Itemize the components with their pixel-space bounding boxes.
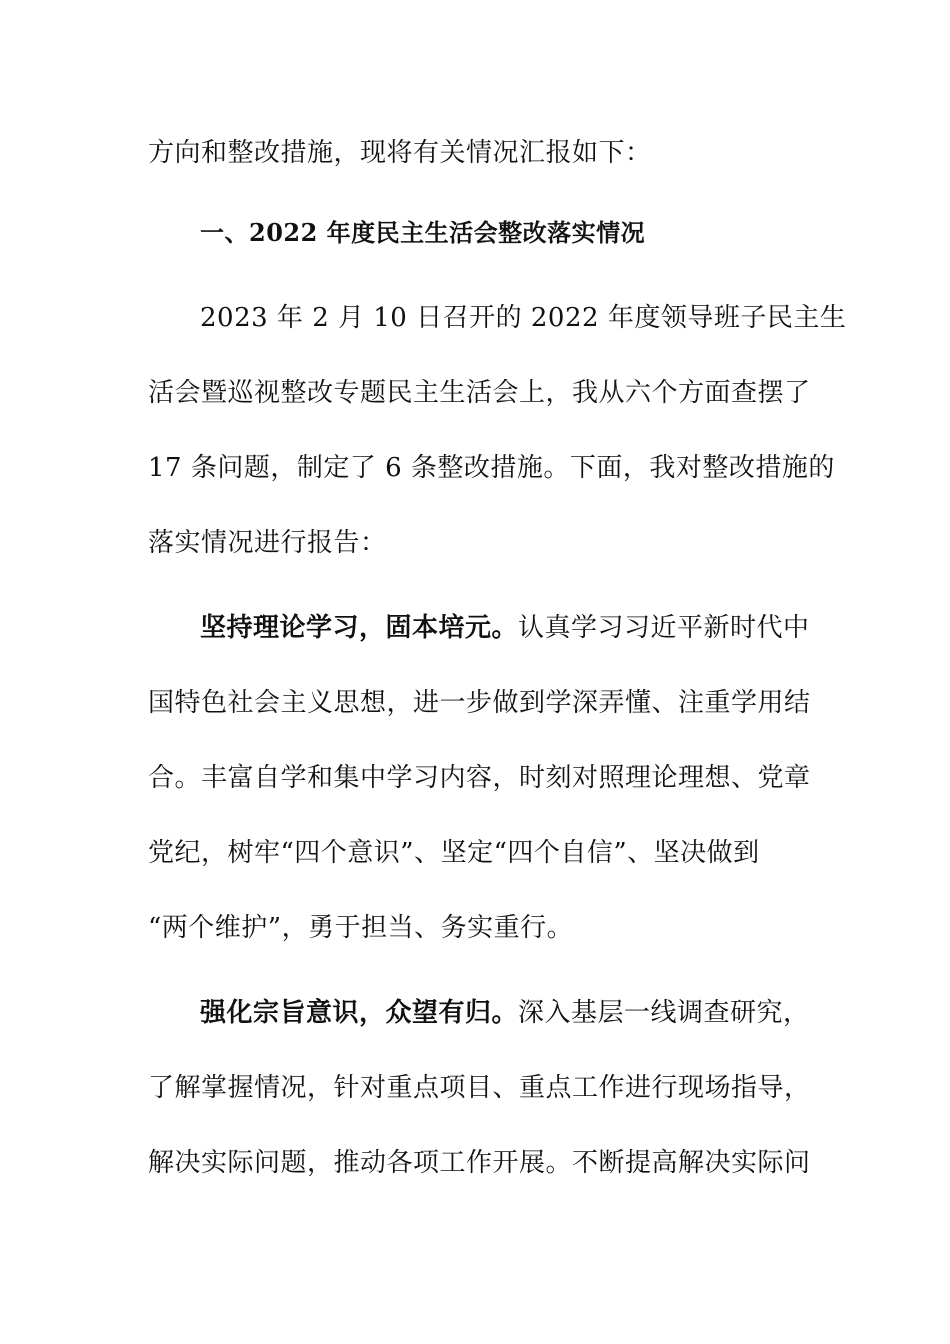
paragraph-line: 2023 年 2 月 10 日召开的 2022 年度领导班子民主生 [200, 303, 847, 333]
paragraph-line: 合。丰富自学和集中学习内容，时刻对照理论理想、党章 [148, 763, 811, 793]
paragraph-line: 强化宗旨意识，众望有归。深入基层一线调查研究， [200, 998, 810, 1028]
paragraph-line: 解决实际问题，推动各项工作开展。不断提高解决实际问 [148, 1148, 811, 1178]
paragraph-line: 党纪，树牢“四个意识”、坚定“四个自信”、坚决做到 [148, 838, 760, 868]
paragraph-line: 落实情况进行报告： [148, 528, 387, 558]
paragraph-line: 活会暨巡视整改专题民主生活会上，我从六个方面查摆了 [148, 378, 811, 408]
paragraph-line: 17 条问题，制定了 6 条整改措施。下面，我对整改措施的 [148, 453, 835, 483]
paragraph-lead: 强化宗旨意识，众望有归。 [200, 998, 519, 1028]
paragraph-lead: 坚持理论学习，固本培元。 [200, 613, 519, 643]
paragraph-line: 国特色社会主义思想，进一步做到学深弄懂、注重学用结 [148, 688, 811, 718]
paragraph-line: 了解掌握情况，针对重点项目、重点工作进行现场指导， [148, 1073, 811, 1103]
paragraph-line: 坚持理论学习，固本培元。认真学习习近平新时代中 [200, 613, 810, 643]
section-heading: 一、2022 年度民主生活会整改落实情况 [200, 218, 646, 247]
paragraph-line: 方向和整改措施，现将有关情况汇报如下： [148, 138, 652, 168]
paragraph-line: “两个维护”，勇于担当、务实重行。 [148, 913, 574, 943]
